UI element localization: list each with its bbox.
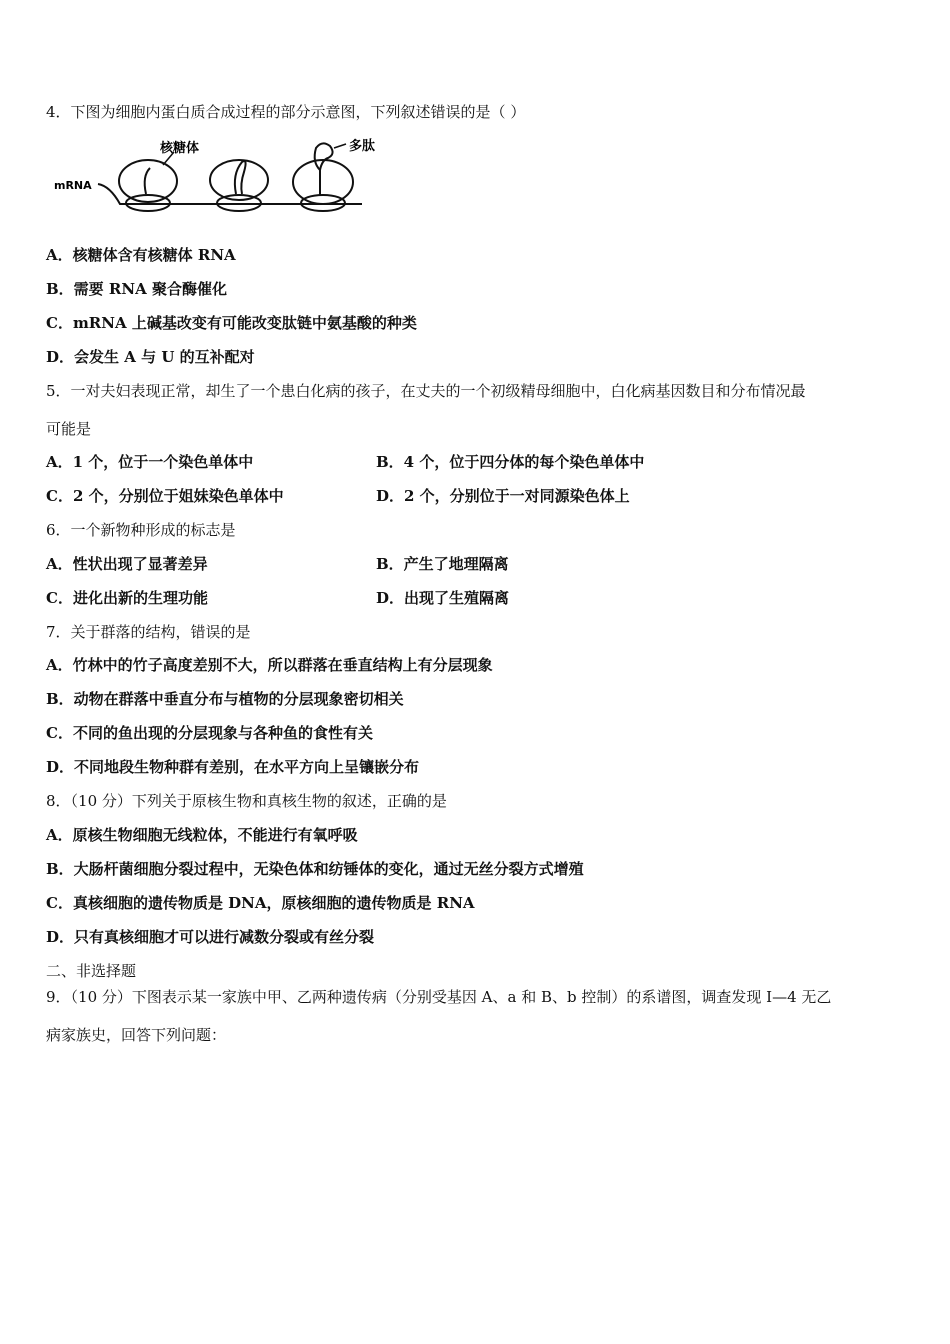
q8-option-b: B．大肠杆菌细胞分裂过程中，无染色体和纺锤体的变化，通过无丝分裂方式增殖 xyxy=(46,860,584,878)
q6-option-b: B．产生了地理隔离 xyxy=(376,555,509,573)
q4-option-c: C．mRNA 上碱基改变有可能改变肽链中氨基酸的种类 xyxy=(46,314,417,332)
q9-stem-line1: 9．（10 分）下图表示某一家族中甲、乙两种遗传病（分别受基因 A、a 和 B、b 控制）的系谱图，调查发现 Ⅰ—4 无乙 xyxy=(46,988,832,1006)
q5-stem-line1: 5．一对夫妇表现正常，却生了一个患白化病的孩子，在丈夫的一个初级精母细胞中，白化病基因数目和分布情况最 xyxy=(46,382,806,400)
q4-option-a: A．核糖体含有核糖体 RNA xyxy=(46,246,236,264)
q9-stem-line2: 病家族史，回答下列问题： xyxy=(46,1026,227,1044)
q5-option-b: B．4 个，位于四分体的每个染色单体中 xyxy=(376,453,645,471)
q5-option-c: C．2 个，分别位于姐妹染色单体中 xyxy=(46,487,284,505)
q5-option-a: A．1 个，位于一个染色单体中 xyxy=(46,453,254,471)
q7-option-b: B．动物在群落中垂直分布与植物的分层现象密切相关 xyxy=(46,690,404,708)
label-ribosome: 核糖体 xyxy=(160,141,200,156)
label-polypeptide: 多肽 xyxy=(349,139,376,154)
q6-option-d: D．出现了生殖隔离 xyxy=(376,589,510,607)
q8-option-c: C．真核细胞的遗传物质是 DNA，原核细胞的遗传物质是 RNA xyxy=(46,894,475,912)
q4-stem: 4．下图为细胞内蛋白质合成过程的部分示意图，下列叙述错误的是（ ） xyxy=(46,103,526,121)
q7-option-a: A．竹林中的竹子高度差别不大，所以群落在垂直结构上有分层现象 xyxy=(46,656,493,674)
q4-option-b: B．需要 RNA 聚合酶催化 xyxy=(46,280,227,298)
q4-option-d: D．会发生 A 与 U 的互补配对 xyxy=(46,348,255,366)
section2-heading: 二、非选择题 xyxy=(46,962,137,980)
q7-stem: 7．关于群落的结构，错误的是 xyxy=(46,623,251,641)
q8-option-a: A．原核生物细胞无线粒体，不能进行有氧呼吸 xyxy=(46,826,358,844)
q8-stem: 8．（10 分）下列关于原核生物和真核生物的叙述，正确的是 xyxy=(46,792,447,810)
label-mrna: mRNA xyxy=(54,179,92,192)
q6-option-a: A．性状出现了显著差异 xyxy=(46,555,208,573)
q5-stem-line2: 可能是 xyxy=(46,420,92,438)
q6-stem: 6．一个新物种形成的标志是 xyxy=(46,521,236,539)
protein-synthesis-figure xyxy=(50,132,380,218)
polypeptide-pointer xyxy=(334,144,346,148)
ribosome-3 xyxy=(293,143,353,211)
q7-option-c: C．不同的鱼出现的分层现象与各种鱼的食性有关 xyxy=(46,724,373,742)
q7-option-d: D．不同地段生物种群有差别，在水平方向上呈镶嵌分布 xyxy=(46,758,420,776)
q8-option-d: D．只有真核细胞才可以进行减数分裂或有丝分裂 xyxy=(46,928,375,946)
q6-option-c: C．进化出新的生理功能 xyxy=(46,589,208,607)
q5-option-d: D．2 个，分别位于一对同源染色体上 xyxy=(376,487,630,505)
